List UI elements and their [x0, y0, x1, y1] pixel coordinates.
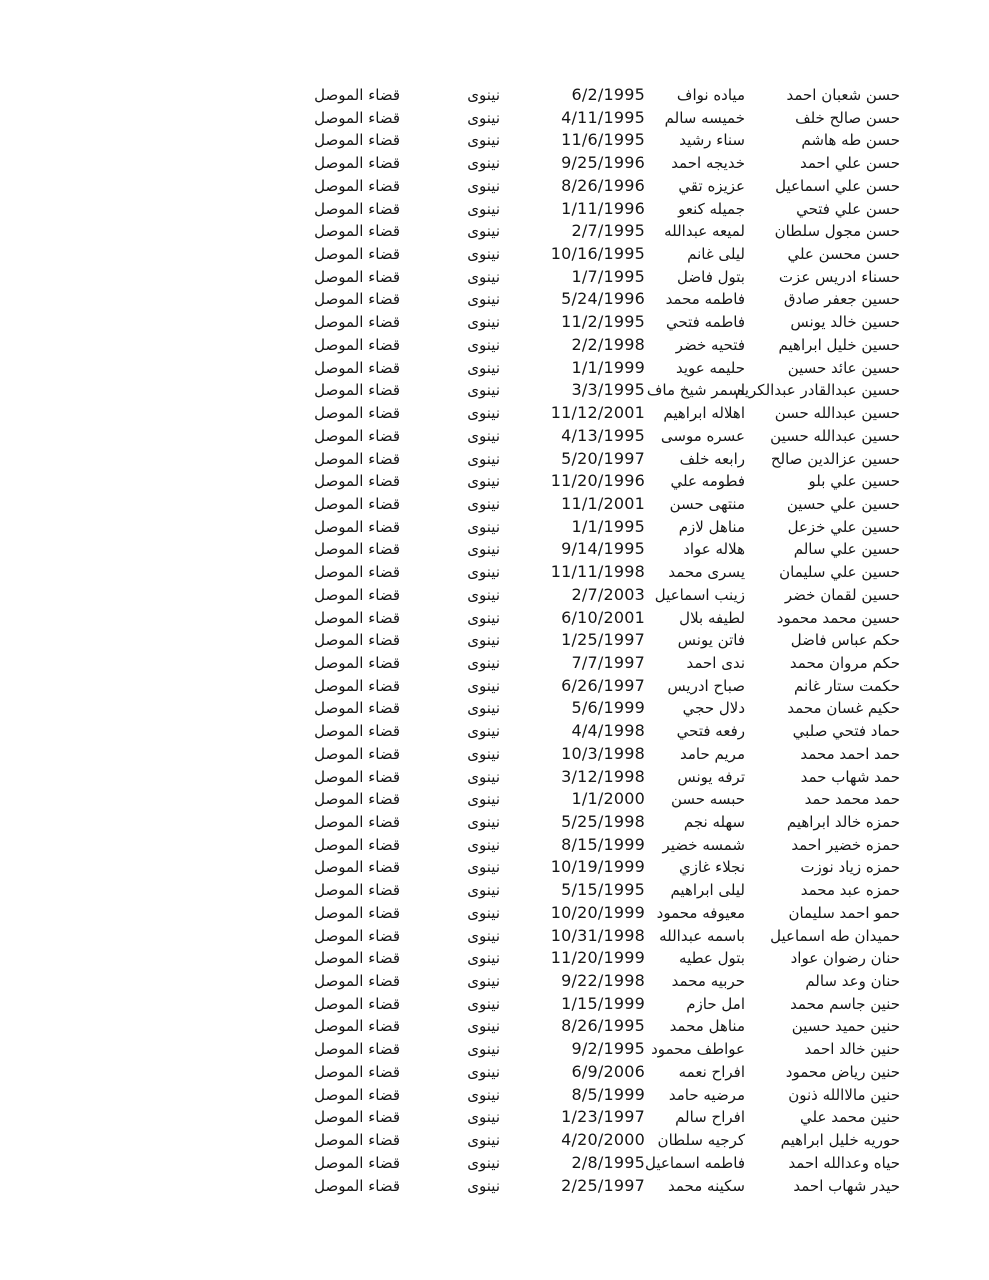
birth-date: 6/26/1997 [561, 675, 645, 695]
table-row [300, 925, 900, 948]
district-name: قضاء الموصل [314, 699, 400, 718]
district-name: قضاء الموصل [314, 108, 400, 127]
mother-name: فتحيه خضر [675, 335, 745, 354]
district-name: قضاء الموصل [314, 154, 400, 173]
province-name: نينوى [467, 154, 500, 173]
person-name: حنين جاسم محمد [790, 994, 900, 1013]
birth-date: 5/6/1999 [571, 698, 645, 718]
mother-name: ندى احمد [686, 653, 745, 672]
province-name: نينوى [467, 835, 500, 854]
person-name: حنان وعد سالم [805, 972, 900, 991]
table-row [300, 152, 900, 175]
province-name: نينوى [467, 131, 500, 150]
table-row [300, 970, 900, 993]
table-row [300, 720, 900, 743]
table-row [300, 493, 900, 516]
person-name: حسن مجول سلطان [774, 222, 900, 241]
table-row [300, 357, 900, 380]
province-name: نينوى [467, 744, 500, 763]
birth-date: 10/31/1998 [550, 925, 645, 945]
person-name: حماد فتحي صلبي [792, 722, 900, 741]
district-name: قضاء الموصل [314, 1153, 400, 1172]
birth-date: 9/14/1995 [561, 539, 645, 559]
province-name: نينوى [467, 313, 500, 332]
person-name: حسين علي خزعل [787, 517, 900, 536]
person-name: حميدان طه اسماعيل [770, 926, 900, 945]
birth-date: 1/1/1999 [571, 357, 645, 377]
district-name: قضاء الموصل [314, 608, 400, 627]
table-row [300, 538, 900, 561]
person-name: حمد شهاب حمد [800, 767, 900, 786]
table-row [300, 334, 900, 357]
mother-name: فاطمه اسماعيل [645, 1153, 745, 1172]
district-name: قضاء الموصل [314, 176, 400, 195]
birth-date: 8/26/1995 [561, 1016, 645, 1036]
birth-date: 10/16/1995 [550, 244, 645, 264]
province-name: نينوى [467, 245, 500, 264]
records-table [300, 84, 900, 1197]
province-name: نينوى [467, 108, 500, 127]
table-row [300, 993, 900, 1016]
table-row [300, 584, 900, 607]
person-name: حكمت ستار غانم [794, 676, 900, 695]
table-row [300, 902, 900, 925]
district-name: قضاء الموصل [314, 131, 400, 150]
province-name: نينوى [467, 1176, 500, 1195]
table-row [300, 1129, 900, 1152]
mother-name: سكينه محمد [668, 1176, 745, 1195]
province-name: نينوى [467, 404, 500, 423]
province-name: نينوى [467, 813, 500, 831]
mother-name: خديجه احمد [671, 154, 745, 173]
table-row [300, 107, 900, 130]
birth-date: 10/20/1999 [550, 902, 645, 922]
birth-date: 1/1/1995 [571, 516, 645, 536]
table-row [300, 1152, 900, 1175]
district-name: قضاء الموصل [314, 653, 400, 672]
birth-date: 9/2/1995 [571, 1039, 645, 1059]
table-row [300, 766, 900, 789]
mother-name: لميعه عبدالله [664, 222, 745, 241]
mother-name: رابعه خلف [679, 449, 745, 468]
birth-date: 11/11/1998 [550, 562, 645, 582]
province-name: نينوى [467, 1040, 500, 1059]
district-name: قضاء الموصل [314, 404, 400, 423]
district-name: قضاء الموصل [314, 290, 400, 309]
district-name: قضاء الموصل [314, 813, 400, 831]
person-name: حنان رضوان عواد [790, 949, 900, 968]
table-row [300, 879, 900, 902]
person-name: حنين حميد حسين [791, 1017, 900, 1036]
table-row [300, 288, 900, 311]
birth-date: 11/6/1995 [561, 130, 645, 150]
mother-name: حربيه محمد [671, 972, 745, 991]
mother-name: كرجيه سلطان [657, 1131, 745, 1150]
person-name: حسين علي حسين [786, 494, 900, 513]
mother-name: فاطمه محمد [665, 290, 745, 309]
table-row [300, 1038, 900, 1061]
birth-date: 2/7/1995 [571, 221, 645, 241]
table-row [300, 856, 900, 879]
mother-name: فطومه علي [670, 472, 745, 491]
district-name: قضاء الموصل [314, 86, 400, 104]
table-row [300, 1061, 900, 1084]
mother-name: افراح سالم [675, 1108, 745, 1127]
birth-date: 5/15/1995 [561, 880, 645, 900]
person-name: حمد احمد محمد [800, 744, 900, 763]
mother-name: مناهل محمد [669, 1017, 745, 1036]
table-row [300, 561, 900, 584]
district-name: قضاء الموصل [314, 199, 400, 218]
province-name: نينوى [467, 472, 500, 491]
birth-date: 7/7/1997 [571, 652, 645, 672]
person-name: حسين علي بلو [808, 472, 900, 491]
province-name: نينوى [467, 631, 500, 650]
birth-date: 10/19/1999 [550, 857, 645, 877]
mother-name: شمسه خضير [662, 835, 745, 854]
table-row [300, 311, 900, 334]
birth-date: 2/2/1998 [571, 334, 645, 354]
person-name: حنين مالاالله ذنون [788, 1085, 900, 1104]
district-name: قضاء الموصل [314, 767, 400, 786]
mother-name: هلاله عواد [683, 540, 745, 559]
district-name: قضاء الموصل [314, 835, 400, 854]
person-name: حسن محسن علي [787, 245, 900, 264]
birth-date: 2/7/2003 [571, 584, 645, 604]
mother-name: سهله نجم [683, 813, 745, 831]
province-name: نينوى [467, 449, 500, 468]
table-row [300, 129, 900, 152]
province-name: نينوى [467, 767, 500, 786]
mother-name: مناهل لازم [678, 517, 745, 536]
province-name: نينوى [467, 176, 500, 195]
district-name: قضاء الموصل [314, 585, 400, 604]
table-row [300, 266, 900, 289]
province-name: نينوى [467, 426, 500, 445]
birth-date: 5/20/1997 [561, 448, 645, 468]
birth-date: 3/12/1998 [561, 766, 645, 786]
province-name: نينوى [467, 1062, 500, 1081]
person-name: حسين عبدالله حسين [770, 426, 900, 445]
birth-date: 1/23/1997 [561, 1107, 645, 1127]
table-row [300, 84, 900, 107]
province-name: نينوى [467, 858, 500, 877]
table-row [300, 198, 900, 221]
mother-name: مياده نواف [676, 86, 745, 104]
mother-name: فاتن يونس [677, 631, 745, 650]
mother-name: رفعه فتحي [676, 722, 745, 741]
mother-name: لطيفه بلال [679, 608, 745, 627]
district-name: قضاء الموصل [314, 1040, 400, 1059]
district-name: قضاء الموصل [314, 790, 400, 809]
district-name: قضاء الموصل [314, 335, 400, 354]
person-name: حسين جعفر صادق [783, 290, 900, 309]
province-name: نينوى [467, 290, 500, 309]
district-name: قضاء الموصل [314, 903, 400, 922]
person-name: حكيم غسان محمد [787, 699, 900, 718]
district-name: قضاء الموصل [314, 1131, 400, 1150]
district-name: قضاء الموصل [314, 426, 400, 445]
mother-name: افراح نعمه [678, 1062, 745, 1081]
district-name: قضاء الموصل [314, 881, 400, 900]
mother-name: فاطمه فتحي [665, 313, 745, 332]
district-name: قضاء الموصل [314, 1062, 400, 1081]
table-row [300, 675, 900, 698]
birth-date: 1/15/1999 [561, 993, 645, 1013]
mother-name: باسمه عبدالله [659, 926, 745, 945]
birth-date: 11/2/1995 [561, 312, 645, 332]
person-name: حسين علي سليمان [779, 563, 900, 582]
table-row [300, 811, 900, 834]
person-name: حسن علي احمد [799, 154, 900, 173]
mother-name: منتهى حسن [669, 494, 745, 513]
birth-date: 6/10/2001 [561, 607, 645, 627]
mother-name: خميسه سالم [664, 108, 745, 127]
table-row [300, 629, 900, 652]
province-name: نينوى [467, 199, 500, 218]
person-name: حمزه خالد ابراهيم [786, 813, 900, 831]
province-name: نينوى [467, 540, 500, 559]
province-name: نينوى [467, 563, 500, 582]
table-row [300, 834, 900, 857]
person-name: حكم مروان محمد [789, 653, 900, 672]
person-name: حسين لقمان خضر [784, 585, 900, 604]
province-name: نينوى [467, 222, 500, 241]
person-name: حنين محمد علي [800, 1108, 900, 1127]
table-row [300, 607, 900, 630]
table-row [300, 947, 900, 970]
district-name: قضاء الموصل [314, 358, 400, 377]
province-name: نينوى [467, 381, 500, 400]
person-name: حسين خليل ابراهيم [778, 335, 900, 354]
district-name: قضاء الموصل [314, 1085, 400, 1104]
person-name: حوريه خليل ابراهيم [780, 1131, 900, 1150]
birth-date: 5/24/1996 [561, 289, 645, 309]
table-row [300, 1175, 900, 1198]
birth-date: 11/1/2001 [561, 493, 645, 513]
province-name: نينوى [467, 903, 500, 922]
birth-date: 4/11/1995 [561, 107, 645, 127]
district-name: قضاء الموصل [314, 267, 400, 286]
district-name: قضاء الموصل [314, 676, 400, 695]
province-name: نينوى [467, 676, 500, 695]
birth-date: 2/25/1997 [561, 1175, 645, 1195]
mother-name: امل حازم [686, 994, 745, 1013]
mother-name: زينب اسماعيل [654, 585, 745, 604]
person-name: حسين محمد محمود [776, 608, 900, 627]
province-name: نينوى [467, 926, 500, 945]
district-name: قضاء الموصل [314, 494, 400, 513]
table-row [300, 516, 900, 539]
mother-name: يسرى محمد [668, 563, 745, 582]
birth-date: 9/25/1996 [561, 153, 645, 173]
mother-name: حليمه عويد [676, 358, 745, 377]
province-name: نينوى [467, 86, 500, 104]
person-name: حسين عبدالله حسن [774, 404, 900, 423]
mother-name: عواطف محمود [651, 1040, 745, 1059]
province-name: نينوى [467, 972, 500, 991]
person-name: حسن علي اسماعيل [775, 176, 900, 195]
province-name: نينوى [467, 335, 500, 354]
mother-name: سناء رشيد [679, 131, 745, 150]
table-row [300, 243, 900, 266]
person-name: حسين خالد يونس [790, 313, 900, 332]
province-name: نينوى [467, 358, 500, 377]
person-name: حمزه خضير احمد [791, 835, 900, 854]
person-name: حسن علي فتحي [796, 199, 900, 218]
person-name: حنين خالد احمد [804, 1040, 900, 1059]
table-row [300, 175, 900, 198]
birth-date: 11/12/2001 [550, 403, 645, 423]
person-name: حسن طه هاشم [801, 131, 900, 150]
district-name: قضاء الموصل [314, 222, 400, 241]
birth-date: 4/20/2000 [561, 1130, 645, 1150]
table-row [300, 402, 900, 425]
table-row [300, 379, 900, 402]
person-name: حسين عائد حسين [787, 358, 900, 377]
birth-date: 11/20/1996 [550, 471, 645, 491]
district-name: قضاء الموصل [314, 1108, 400, 1127]
person-name: حسن صالح خلف [795, 108, 900, 127]
district-name: قضاء الموصل [314, 1176, 400, 1195]
mother-name: ليلى ابراهيم [670, 881, 745, 900]
person-name: حسناء ادريس عزت [778, 267, 900, 286]
table-row [300, 425, 900, 448]
mother-name: صباح ادريس [667, 676, 745, 695]
mother-name: حبسه حسن [670, 790, 745, 809]
birth-date: 1/11/1996 [561, 198, 645, 218]
mother-name: مرضيه حامد [668, 1085, 745, 1104]
province-name: نينوى [467, 1153, 500, 1172]
mother-name: اهلاله ابراهيم [663, 404, 745, 423]
province-name: نينوى [467, 881, 500, 900]
mother-name: اسمر شيخ ماف [646, 381, 745, 400]
province-name: نينوى [467, 1131, 500, 1150]
table-row [300, 470, 900, 493]
person-name: حمزه زياد نوزت [800, 858, 900, 877]
district-name: قضاء الموصل [314, 381, 400, 400]
birth-date: 1/25/1997 [561, 630, 645, 650]
birth-date: 9/22/1998 [561, 971, 645, 991]
province-name: نينوى [467, 517, 500, 536]
person-name: حمزه عبد محمد [800, 881, 900, 900]
birth-date: 8/15/1999 [561, 834, 645, 854]
table-row [300, 448, 900, 471]
table-row [300, 1106, 900, 1129]
province-name: نينوى [467, 653, 500, 672]
birth-date: 5/25/1998 [561, 812, 645, 831]
province-name: نينوى [467, 585, 500, 604]
district-name: قضاء الموصل [314, 245, 400, 264]
mother-name: بتول عطيه [679, 949, 745, 968]
mother-name: دلال حجي [682, 699, 745, 718]
table-row [300, 743, 900, 766]
district-name: قضاء الموصل [314, 926, 400, 945]
person-name: حمو احمد سليمان [788, 903, 900, 922]
district-name: قضاء الموصل [314, 631, 400, 650]
mother-name: مريم حامد [680, 744, 745, 763]
district-name: قضاء الموصل [314, 540, 400, 559]
district-name: قضاء الموصل [314, 994, 400, 1013]
province-name: نينوى [467, 1017, 500, 1036]
mother-name: عزيزه تقي [678, 176, 745, 195]
district-name: قضاء الموصل [314, 313, 400, 332]
province-name: نينوى [467, 1085, 500, 1104]
birth-date: 2/8/1995 [571, 1152, 645, 1172]
table-row [300, 1015, 900, 1038]
district-name: قضاء الموصل [314, 517, 400, 536]
person-name: حكم عباس فاضل [790, 631, 900, 650]
district-name: قضاء الموصل [314, 744, 400, 763]
district-name: قضاء الموصل [314, 972, 400, 991]
province-name: نينوى [467, 722, 500, 741]
mother-name: جميله كنعو [678, 199, 745, 218]
person-name: حيدر شهاب احمد [793, 1176, 900, 1195]
district-name: قضاء الموصل [314, 858, 400, 877]
person-name: حسين علي سالم [793, 540, 900, 559]
table-row [300, 220, 900, 243]
birth-date: 10/3/1998 [561, 743, 645, 763]
mother-name: معيوفه محمود [656, 903, 745, 922]
district-name: قضاء الموصل [314, 563, 400, 582]
province-name: نينوى [467, 949, 500, 968]
birth-date: 4/4/1998 [571, 721, 645, 741]
birth-date: 6/9/2006 [571, 1061, 645, 1081]
birth-date: 8/5/1999 [571, 1084, 645, 1104]
mother-name: عسره موسى [660, 426, 745, 445]
province-name: نينوى [467, 699, 500, 718]
person-name: حسن شعبان احمد [786, 86, 900, 104]
table-row [300, 697, 900, 720]
district-name: قضاء الموصل [314, 722, 400, 741]
birth-date: 11/20/1999 [550, 948, 645, 968]
mother-name: نجلاء غازي [678, 858, 745, 877]
birth-date: 8/26/1996 [561, 175, 645, 195]
person-name: حياه وعدالله احمد [788, 1153, 900, 1172]
birth-date: 3/3/1995 [571, 380, 645, 400]
province-name: نينوى [467, 608, 500, 627]
province-name: نينوى [467, 494, 500, 513]
mother-name: ترفه يونس [677, 767, 745, 786]
province-name: نينوى [467, 267, 500, 286]
mother-name: بتول فاضل [677, 267, 745, 286]
table-row [300, 652, 900, 675]
province-name: نينوى [467, 1108, 500, 1127]
district-name: قضاء الموصل [314, 949, 400, 968]
birth-date: 6/2/1995 [571, 85, 645, 104]
province-name: نينوى [467, 790, 500, 809]
person-name: حنين رياض محمود [785, 1062, 900, 1081]
district-name: قضاء الموصل [314, 449, 400, 468]
mother-name: ليلى غانم [687, 245, 745, 264]
table-row [300, 788, 900, 811]
birth-date: 1/1/2000 [571, 789, 645, 809]
district-name: قضاء الموصل [314, 472, 400, 491]
person-name: حسين عبدالقادر عبدالكريم [734, 381, 900, 400]
birth-date: 1/7/1995 [571, 266, 645, 286]
district-name: قضاء الموصل [314, 1017, 400, 1036]
person-name: حسين عزالدين صالح [770, 449, 900, 468]
birth-date: 4/13/1995 [561, 425, 645, 445]
province-name: نينوى [467, 994, 500, 1013]
table-row [300, 1084, 900, 1107]
person-name: حمد محمد حمد [804, 790, 900, 809]
